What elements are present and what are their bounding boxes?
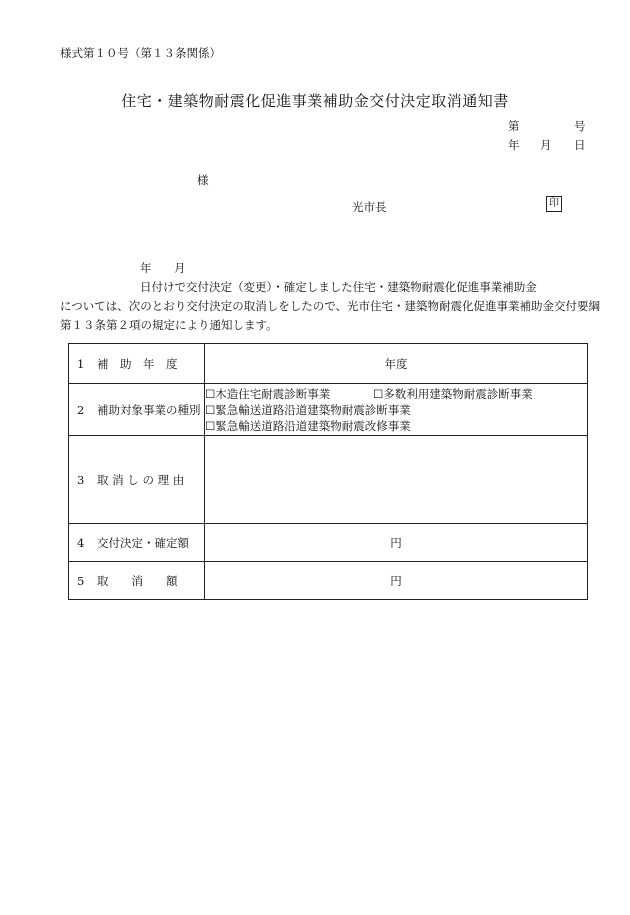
issuer-name: 光市長 xyxy=(352,200,387,214)
table-row xyxy=(69,524,588,562)
option-multi-use-building-diagnosis[interactable]: ☐多数利用建築物耐震診断事業 xyxy=(373,386,533,401)
body-month-label: 月 xyxy=(174,261,186,275)
table-row xyxy=(69,562,588,600)
option-road-building-diagnosis[interactable]: ☐緊急輸送道路沿道建築物耐震診断事業 xyxy=(205,402,411,417)
row-label: 2 補助対象事業の種別 xyxy=(69,384,205,436)
row-label: 4 交付決定・確定額 xyxy=(69,524,205,562)
notice-body xyxy=(60,259,601,335)
approved-amount-cell[interactable]: 円 xyxy=(205,524,588,562)
row-label: 5 取 消 額 xyxy=(69,562,205,600)
project-type-cell xyxy=(205,384,588,436)
table-row xyxy=(69,384,588,436)
row-label: 3 取 消 し の 理 由 xyxy=(69,436,205,524)
body-line1-text: 日付けで交付決定（変更）・確定しました住宅・建築物耐震化促進事業補助金 xyxy=(140,280,537,294)
date-day-label: 日 xyxy=(574,138,586,152)
addressee-suffix: 様 xyxy=(197,173,209,187)
cancel-reason-cell[interactable] xyxy=(205,436,588,524)
option-wooden-house-diagnosis[interactable]: ☐木造住宅耐震診断事業 xyxy=(205,386,331,401)
date-month-label: 月 xyxy=(540,138,552,152)
date-year-label: 年 xyxy=(508,138,520,152)
row-label: 1 補 助 年 度 xyxy=(69,344,205,384)
subsidy-year-cell[interactable]: 年度 xyxy=(205,344,588,384)
table-row xyxy=(69,436,588,524)
form-number: 様式第１０号（第１３条関係） xyxy=(60,46,221,60)
details-table xyxy=(68,343,588,600)
number-suffix: 号 xyxy=(574,119,586,133)
table-row xyxy=(69,344,588,384)
number-prefix: 第 xyxy=(508,119,520,133)
seal-mark: 印 xyxy=(546,196,562,212)
cancelled-amount-cell[interactable]: 円 xyxy=(205,562,588,600)
body-line3: 第１３条第２項の規定により通知します。 xyxy=(60,318,278,332)
body-year-label: 年 xyxy=(140,261,152,275)
option-road-building-retrofit[interactable]: ☐緊急輸送道路沿道建築物耐震改修事業 xyxy=(205,418,411,433)
body-line2: については、次のとおり交付決定の取消しをしたので、光市住宅・建築物耐震化促進事業補助金交付要綱 xyxy=(60,299,601,313)
document-title: 住宅・建築物耐震化促進事業補助金交付決定取消通知書 xyxy=(121,92,509,110)
